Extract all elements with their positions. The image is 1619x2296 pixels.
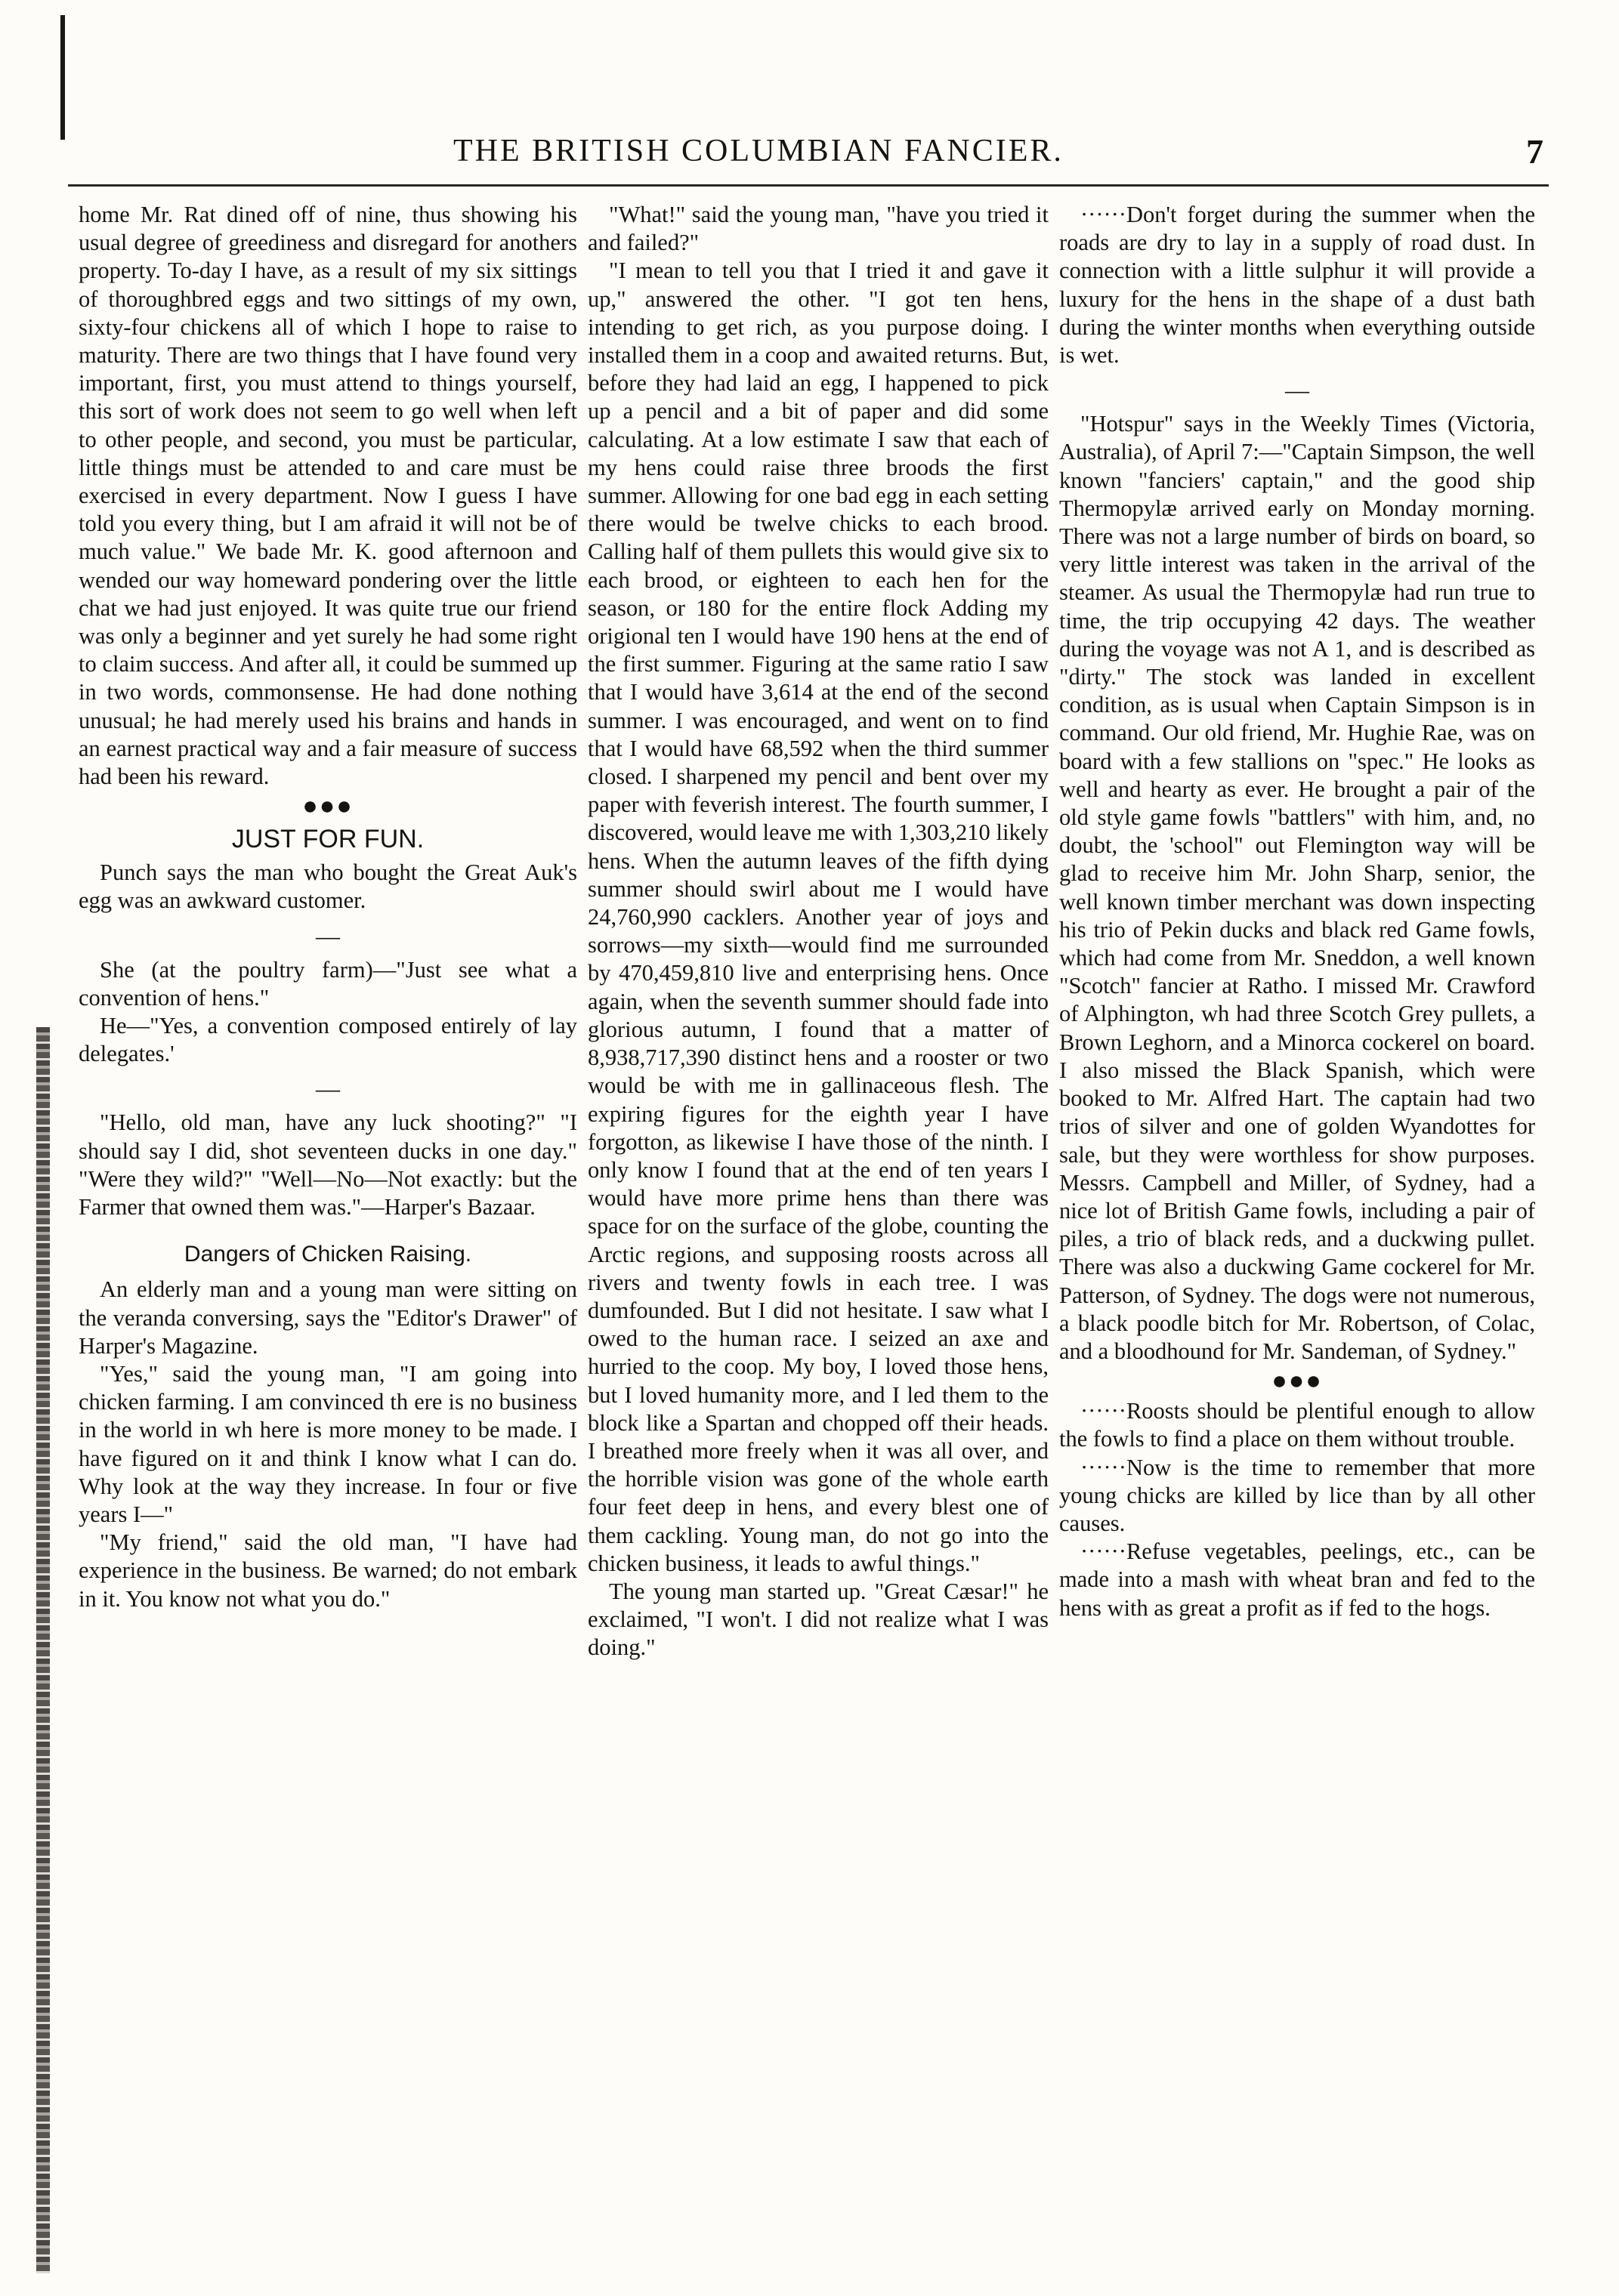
story-paragraph: The young man started up. "Great Cæsar!" he exclaimed, "I won't. I did not realize what I was doing." xyxy=(588,1578,1049,1661)
separator-dash: — xyxy=(316,921,340,949)
note-paragraph: ······Don't forget during the summer when the roads are dry to lay in a supply of road dust. In connection with a little sulphur it will provide a luxury for the hens in the shape of a dust bath during the winter months when everything outside is wet. xyxy=(1059,202,1535,369)
separator-dash: — xyxy=(1285,376,1309,404)
joke-paragraph: Punch says the man who bought the Great Auk's egg was an awkward customer. xyxy=(79,859,577,914)
column-2 xyxy=(588,201,1049,1662)
section-ornament: ●●● xyxy=(302,792,354,821)
joke-paragraph: She (at the poultry farm)—"Just see what a convention of hens." xyxy=(79,956,577,1011)
heading-just-for-fun: JUST FOR FUN. xyxy=(231,825,425,854)
page-number: 7 xyxy=(1526,132,1543,171)
header-rule xyxy=(68,184,1549,187)
binding-edge-top xyxy=(60,15,65,140)
note-paragraph: "Hotspur" says in the Weekly Times (Victoria, Australia), of April 7:—"Captain Simpson, the well known "fanciers' captain," and the good ship Thermopylæ arrived early on Monday morning. There was not a large number of birds on board, so very little interest was taken in the arrival of the steamer. As usual the Thermopylæ had run true to time, the trip occupying 42 days. The weather during the voyage was not A 1, and is described as "dirty." The stock was landed in excellent condition, as is usual when Captain Simpson is in command. Our old friend, Mr. Hughie Rae, was on board with a few stallions on "spec." He looks as well and hearty as ever. He brought a pair of the old style game fowls "battlers" with him, and, no doubt, the 'school" out Flemington way will be glad to receive him Mr. John Sharp, senior, the well known timber merchant was down inspecting his trio of Pekin ducks and black red Game fowls, which had come from Mr. Sneddon, a well known "Scotch" fancier at Ratho. I missed Mr. Crawford of Alphington, wh had three Scotch Grey pullets, a Brown Leghorn, and a Minorca cockerel on board. I also missed the Black Spanish, which were booked to Mr. Alfred Hart. The captain had two trios of silver and one of golden Wyandottes for sale, but they were worthless for show purposes. Messrs. Campbell and Miller, of Sydney, had a nice lot of British Game fowls, including a pair of piles, a trio of black reds, and a duckwing pullet. There was also a duckwing Game cockerel for Mr. Patterson, of Sydney. The dogs were not numerous, a black poodle bitch for Mr. Robertson, of Colac, and a bloodhound for Mr. Sandeman, of Sydney." xyxy=(1059,411,1535,1364)
story-paragraph: "Yes," said the young man, "I am going into chicken farming. I am convinced th ere is no business in the world in wh here is more money to be made. I have figured on it and think I know what I can do. Why look at the way they increase. In four or five years I—" xyxy=(79,1360,577,1527)
story-paragraph: An elderly man and a young man were sitting on the veranda conversing, says the "Editor's Drawer" of Harper's Magazine. xyxy=(79,1276,577,1359)
publication-title: THE BRITISH COLUMBIAN FANCIER. xyxy=(453,134,1064,168)
story-paragraph: "My friend," said the old man, "I have had experience in the business. Be warned; do not embark in it. You know not what you do." xyxy=(79,1529,577,1612)
joke-paragraph: He—"Yes, a convention composed entirely of lay delegates.' xyxy=(79,1013,577,1067)
page-header xyxy=(0,127,1619,180)
column-3 xyxy=(1059,201,1535,1622)
note-paragraph: ······Roosts should be plentiful enough to allow the fowls to find a place on them without trouble. xyxy=(1059,1398,1535,1452)
separator-dash: — xyxy=(316,1075,340,1103)
column-1 xyxy=(79,201,577,1613)
article-continuation: home Mr. Rat dined off of nine, thus showing his usual degree of greediness and disregard for anothers property. To-day I have, as a result of my six sittings of thoroughbred eggs and two sittings of my own, sixty-four chickens all of which I hope to raise to maturity. There are two things that I have found very important, first, you must attend to things yourself, this sort of work does not seem to go well when left to other people, and second, you must be particular, little things must be attended to and care must be exercised in every department. Now I guess I have told you every thing, but I am afraid it will not be of much value." We bade Mr. K. good afternoon and wended our way homeward pondering over the little chat we had just enjoyed. It was quite true our friend was only a beginner and yet surely he had some right to claim success. And after all, it could be summed up in two words, commonsense. He had done nothing unusual; he had merely used his brains and hands in an earnest practical way and a fair measure of success had been his reward. xyxy=(79,202,577,790)
binding-edge xyxy=(36,1027,50,2273)
section-ornament: ●●● xyxy=(1271,1367,1323,1396)
story-paragraph: "I mean to tell you that I tried it and gave it up," answered the other. "I got ten hens, intending to get rich, as you purpose doing. I installed them in a coop and awaited returns. But, before they had laid an egg, I happened to pick up a pencil and a bit of paper and did some calculating. At a low estimate I saw that each of my hens could raise three broods the first summer. Allowing for one bad egg in each setting there would be twelve chicks to each brood. Calling half of them pullets this would give six to each brood, or eighteen to each hen for the season, or 180 for the entire flock Adding my origional ten I would have 190 hens at the end of the first summer. Figuring at the same ratio I saw that I would have 3,614 at the end of the second summer. I was encouraged, and went on to find that I would have 68,592 when the third summer closed. I sharpened my pencil and bent over my paper with feverish interest. The fourth summer, I discovered, would leave me with 1,303,210 likely hens. When the autumn leaves of the fifth dying summer should swirl about me I would have 24,760,990 cacklers. Another year of joys and sorrows—my sixth—would find me surrounded by 470,459,810 live and enterprising hens. Once again, when the seventh summer should fade into glorious autumn, I found that a matter of 8,938,717,390 distinct hens and a rooster or two would be with me in gallinaceous flesh. The expiring figures for the eighth year I have forgotton, as likewise I have those of the ninth. I only know I found that at the end of ten years I would have more prime hens than there was space for on the surface of the globe, counting the Arctic regions, and supposing roosts across all rivers and twenty fowls in each tree. I was dumfounded. But I did not hesitate. I saw what I owed to the human race. I seized an axe and hurried to the coop. My boy, I loved those hens, but I loved humanity more, and I led them to the block like a Spartan and chopped off their heads. I breathed more freely when it was all over, and the horrible vision was gone of the whole earth four feet deep in hens, and every blest one of them cackling. Young man, do not go into the chicken business, it leads to awful things." xyxy=(588,258,1049,1576)
heading-dangers-of-chicken-raising: Dangers of Chicken Raising. xyxy=(184,1242,472,1267)
story-paragraph: "What!" said the young man, "have you tried it and failed?" xyxy=(588,202,1049,256)
note-paragraph: ······Now is the time to remember that more young chicks are killed by lice than by all other causes. xyxy=(1059,1454,1535,1536)
joke-paragraph: "Hello, old man, have any luck shooting?" "I should say I did, shot seventeen ducks in one day." "Were they wild?" "Well—No—Not exactly: but the Farmer that owned them was."—Harper's Bazaar. xyxy=(79,1109,577,1221)
note-paragraph: ······Refuse vegetables, peelings, etc., can be made into a mash with wheat bran and fed to the hens with as great a profit as if fed to the hogs. xyxy=(1059,1538,1535,1621)
